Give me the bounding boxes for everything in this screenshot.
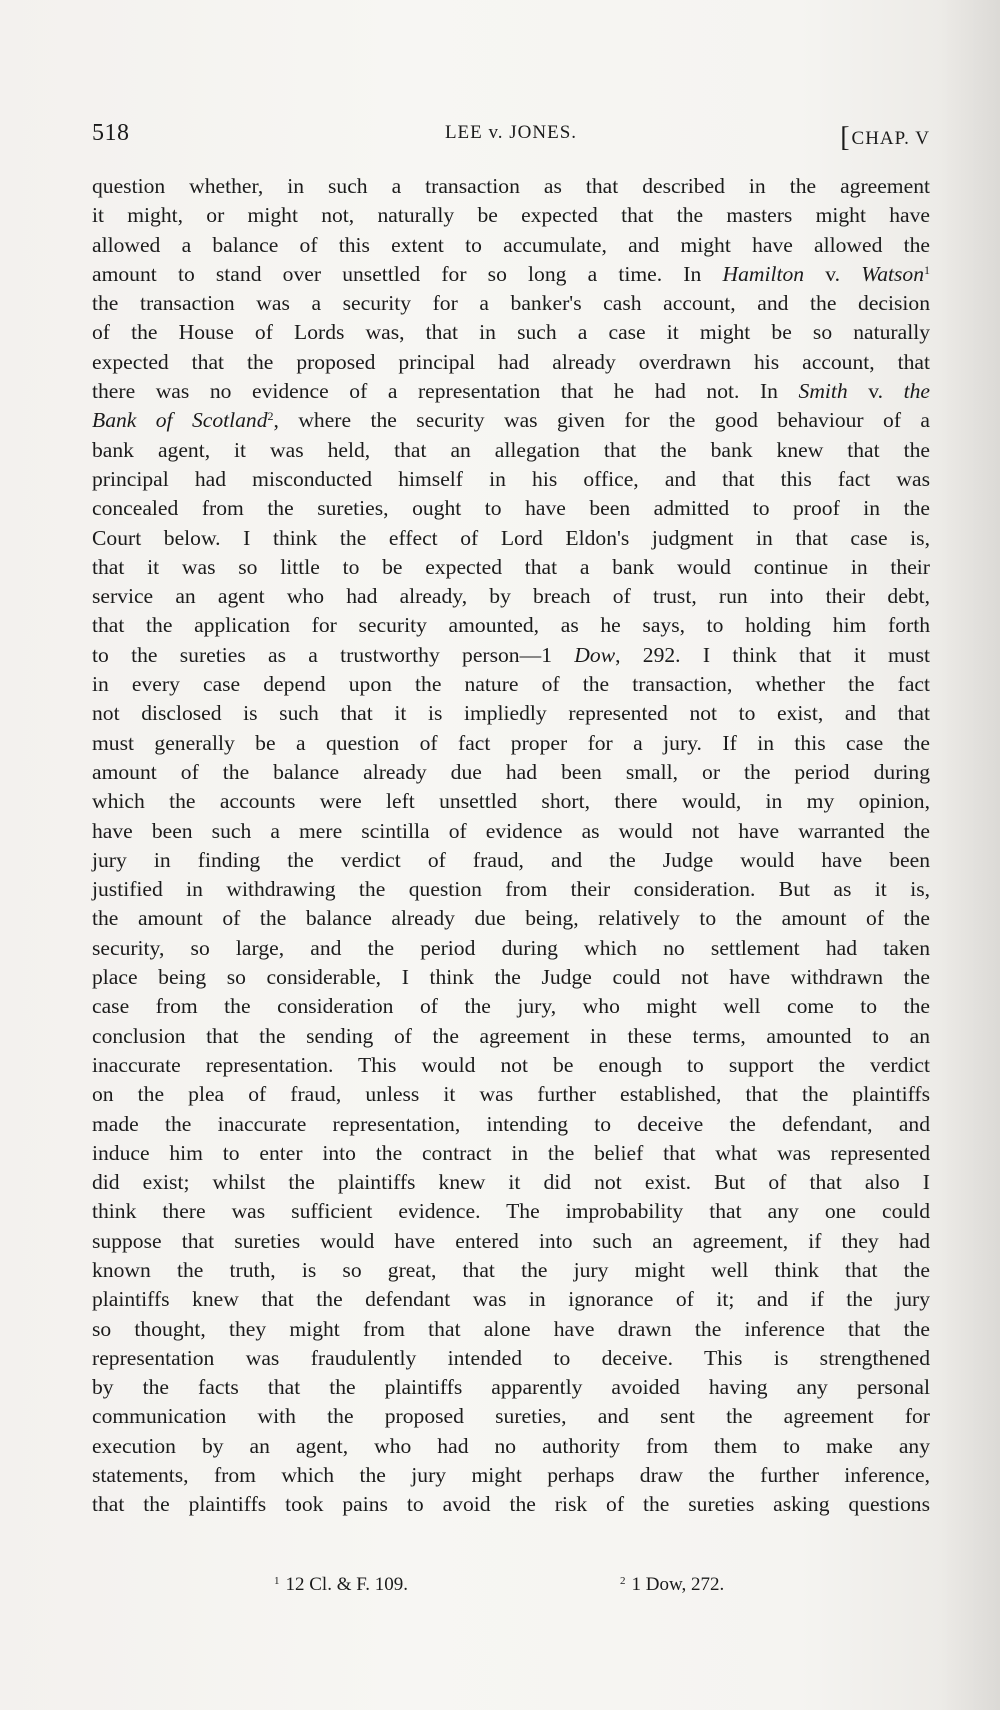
text-line (92, 1461, 930, 1490)
text-run: suppose that sureties would have entered into such an agreement, if they had (92, 1228, 930, 1253)
text-run: representation was fraudulently intended to deceive. This is strengthened (92, 1345, 930, 1370)
text-line (92, 1080, 930, 1109)
footnote-1 (274, 1574, 408, 1596)
text-line (92, 377, 930, 406)
text-run: expected that the proposed principal had already overdrawn his account, that (92, 349, 930, 374)
text-line (92, 1022, 930, 1051)
italic-run: Hamilton (722, 261, 805, 286)
text-run: service an agent who had already, by breach of trust, run into their debt, (92, 584, 930, 609)
text-run: to the sureties as a trustworthy person—1 (92, 642, 575, 667)
text-line (92, 260, 930, 289)
text-line (92, 582, 930, 611)
text-run: did exist; whilst the plaintiffs knew it did not exist. But of that also I (92, 1170, 930, 1195)
text-line (92, 553, 930, 582)
text-run: , 292. I think that it must (615, 642, 930, 667)
text-line (92, 406, 930, 435)
text-run: that the application for security amounted, as he says, to holding him forth (92, 613, 930, 638)
running-title: LEE v. JONES. (444, 122, 578, 143)
text-line (92, 641, 930, 670)
text-line (92, 992, 930, 1021)
chapter-label (840, 120, 930, 152)
text-run: inaccurate representation. This would not be enough to support the verdict (92, 1052, 930, 1077)
text-run: the transaction was a security for a banker's cash account, and the decision (92, 291, 930, 316)
text-line (92, 318, 930, 347)
text-line (92, 494, 930, 523)
text-run: made the inaccurate representation, intending to deceive the defendant, and (92, 1111, 930, 1136)
text-run: Court below. I think the effect of Lord Eldon's judgment in that case is, (92, 525, 930, 550)
text-run: of the House of Lords was, that in such a case it might be so naturally (92, 320, 930, 345)
text-run: , where the security was given for the good behaviour of a (273, 408, 930, 433)
text-line (92, 1110, 930, 1139)
italic-run: Smith (798, 379, 848, 404)
text-run: bank agent, it was held, that an allegation that the bank knew that the (92, 437, 930, 462)
text-run: the amount of the balance already due being, relatively to the amount of the (92, 906, 930, 931)
text-line (92, 963, 930, 992)
text-run: amount of the balance already due had been small, or the period during (92, 759, 930, 784)
text-line (92, 611, 930, 640)
text-run: it might, or might not, naturally be expected that the masters might have (92, 203, 930, 228)
text-run: not disclosed is such that it is impliedly represented not to exist, and that (92, 701, 930, 726)
text-run: think there was sufficient evidence. The improbability that any one could (92, 1199, 930, 1224)
page-edge-shadow (940, 0, 1000, 1710)
text-run: allowed a balance of this extent to accumulate, and might have allowed the (92, 232, 930, 257)
text-run: that the plaintiffs took pains to avoid the risk of the sureties asking questions (92, 1492, 930, 1517)
footnote-mark: 2 (620, 1575, 626, 1587)
text-line (92, 1227, 930, 1256)
text-run: amount to stand over unsettled for so long a time. In (92, 261, 723, 286)
text-line (92, 1490, 930, 1519)
text-line (92, 1051, 930, 1080)
text-run: justified in withdrawing the question from their consideration. But as it is, (92, 877, 930, 902)
text-line (92, 1168, 930, 1197)
text-line (92, 1344, 930, 1373)
footnote-reference: 1 (924, 262, 930, 277)
text-line (92, 817, 930, 846)
footnote-2 (620, 1574, 724, 1596)
text-line (92, 670, 930, 699)
text-run: plaintiffs knew that the defendant was in ignorance of it; and if the jury (92, 1287, 930, 1312)
text-run: there was no evidence of a representation that he had not. In (92, 379, 799, 404)
text-run: on the plea of fraud, unless it was further established, that the plaintiffs (92, 1082, 930, 1107)
text-run: security, so large, and the period during which no settlement had taken (92, 935, 930, 960)
chapter-text: CHAP. V (851, 128, 930, 149)
text-run: execution by an agent, who had no authority from them to make any (92, 1433, 930, 1458)
page-number: 518 (92, 120, 130, 146)
text-run: place being so considerable, I think the Judge could not have withdrawn the (92, 965, 930, 990)
text-line (92, 348, 930, 377)
text-run: question whether, in such a transaction as that described in the agreement (92, 174, 930, 198)
text-line (92, 1373, 930, 1402)
italic-run: Watson (861, 261, 924, 286)
text-run: conclusion that the sending of the agreement in these terms, amounted to an (92, 1023, 930, 1048)
text-line (92, 1285, 930, 1314)
text-line (92, 758, 930, 787)
text-line (92, 231, 930, 260)
running-head (92, 118, 930, 154)
text-line (92, 289, 930, 318)
text-line (92, 1197, 930, 1226)
footnote-text: 1 Dow, 272. (631, 1574, 725, 1595)
footnotes (92, 1574, 930, 1604)
text-line (92, 524, 930, 553)
text-line (92, 1315, 930, 1344)
footnote-mark: 1 (274, 1575, 280, 1587)
text-run: have been such a mere scintilla of evidence as would not have warranted the (92, 818, 930, 843)
text-line (92, 172, 930, 201)
text-run: case from the consideration of the jury, who might well come to the (92, 994, 930, 1019)
text-line (92, 1402, 930, 1431)
text-line (92, 1432, 930, 1461)
text-run: which the accounts were left unsettled short, there would, in my opinion, (92, 789, 930, 814)
text-run: jury in finding the verdict of fraud, and the Judge would have been (92, 847, 930, 872)
text-line (92, 904, 930, 933)
text-run: v. (804, 261, 862, 286)
chapter-bracket: [ (840, 122, 851, 153)
text-line (92, 875, 930, 904)
text-line (92, 699, 930, 728)
italic-run: the (903, 379, 930, 404)
text-line (92, 934, 930, 963)
text-run: that it was so little to be expected that a bank would continue in their (92, 554, 930, 579)
text-line (92, 436, 930, 465)
text-line (92, 1256, 930, 1285)
footnote-reference: 2 (267, 409, 274, 424)
body-text (92, 172, 930, 1520)
italic-run: Bank of Scotland (92, 408, 268, 433)
text-line (92, 1139, 930, 1168)
italic-run: Dow (574, 642, 616, 667)
text-run: in every case depend upon the nature of the transaction, whether the fact (92, 672, 930, 697)
text-run: must generally be a question of fact proper for a jury. If in this case the (92, 730, 930, 755)
text-run: by the facts that the plaintiffs apparently avoided having any personal (92, 1375, 930, 1400)
text-run: induce him to enter into the contract in the belief that what was represented (92, 1140, 930, 1165)
text-run: so thought, they might from that alone have drawn the inference that the (92, 1316, 930, 1341)
text-line (92, 465, 930, 494)
text-line (92, 787, 930, 816)
text-run: known the truth, is so great, that the jury might well think that the (92, 1257, 930, 1282)
text-line (92, 729, 930, 758)
text-line (92, 201, 930, 230)
footnote-text: 12 Cl. & F. 109. (285, 1574, 409, 1595)
text-line (92, 846, 930, 875)
text-run: communication with the proposed sureties, and sent the agreement for (92, 1404, 930, 1429)
text-run: concealed from the sureties, ought to have been admitted to proof in the (92, 496, 930, 521)
text-run: v. (847, 379, 904, 404)
text-run: principal had misconducted himself in his office, and that this fact was (92, 466, 930, 491)
text-run: statements, from which the jury might perhaps draw the further inference, (92, 1463, 930, 1488)
